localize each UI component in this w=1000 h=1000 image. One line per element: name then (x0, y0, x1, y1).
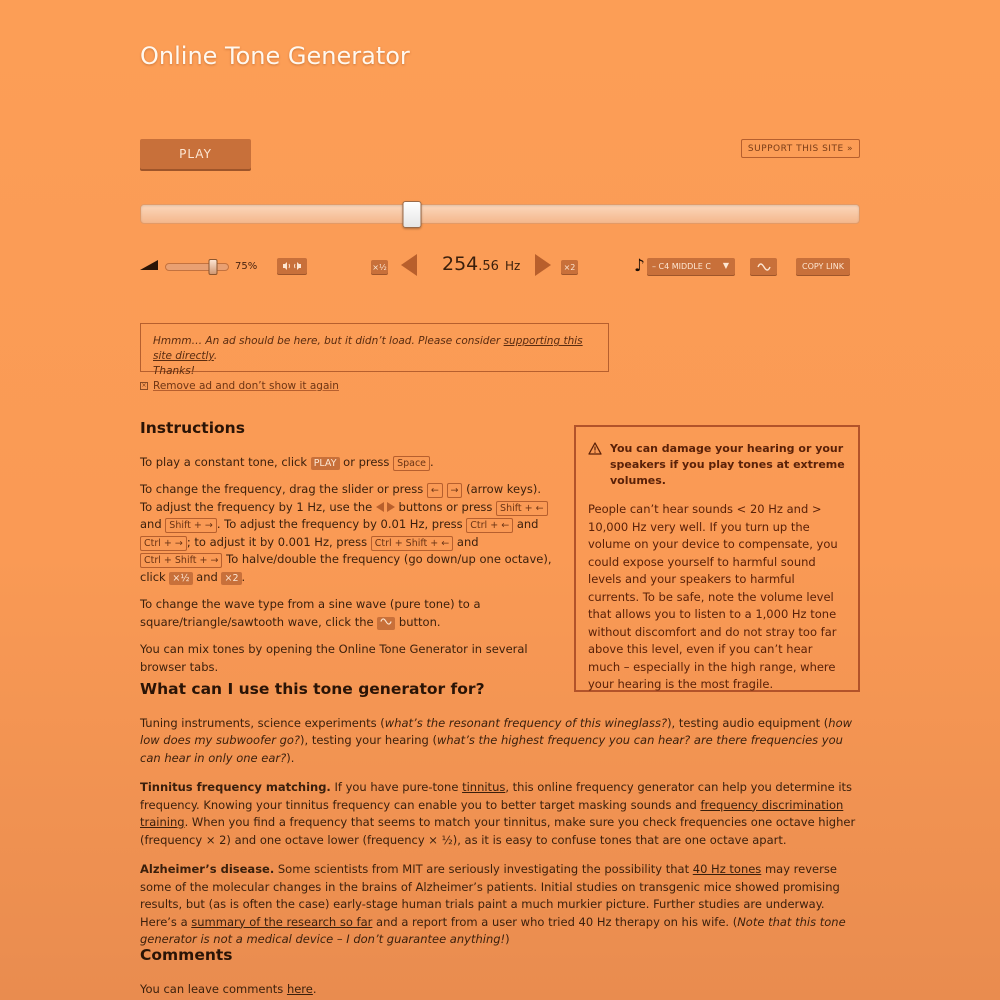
ctrl-shift-left-key: Ctrl + Shift + ← (371, 536, 453, 551)
text-italic: what’s the resonant frequency of this wineglass? (384, 715, 668, 730)
chevron-down-icon: ▼ (722, 261, 729, 270)
text: buttons or press (394, 499, 497, 514)
ctrl-shift-right-key: Ctrl + Shift + → (140, 553, 222, 568)
text-bold: Alzheimer’s disease. (140, 862, 275, 876)
page (140, 0, 860, 1000)
volume-icon (140, 260, 158, 270)
balance-speaker-icon (281, 261, 303, 271)
halve-frequency-button[interactable]: ×½ (371, 260, 388, 274)
instructions-p4: You can mix tones by opening the Online Tone Generator in several browser tabs. (140, 642, 528, 674)
text: , this online frequency generator can help you determine its frequency. Knowing your tinnitus frequency can enable you to better target masking sounds and (140, 780, 853, 812)
text: and (140, 517, 166, 531)
text: . (430, 454, 434, 469)
text: If you have pure-tone (330, 780, 463, 794)
text: button. (395, 614, 441, 629)
music-note-icon: ♪ (634, 256, 645, 276)
text: . (312, 981, 317, 996)
support-directly-link[interactable]: supporting this site directly (153, 335, 583, 362)
ad-placeholder (140, 323, 609, 377)
instructions-heading: Instructions (140, 419, 245, 437)
text: . To adjust the frequency by 0.01 Hz, press (216, 517, 467, 531)
text-italic: how low does my subwoofer go? (140, 715, 853, 747)
volume-slider[interactable] (165, 263, 229, 271)
40hz-tones-link[interactable]: 40 Hz tones (692, 862, 762, 876)
text: ). (286, 750, 295, 765)
text: . (241, 569, 246, 584)
hearing-warning-box (574, 425, 860, 692)
right-triangle-icon (387, 502, 395, 512)
text-italic: what’s the highest frequency you can hear? are there frequencies you can hear in only one ear? (140, 733, 843, 765)
play-key-badge: PLAY (311, 457, 340, 470)
uses-p1 (140, 715, 860, 768)
support-site-button[interactable]: SUPPORT THIS SITE » (741, 139, 860, 158)
instructions-section (140, 420, 555, 676)
frequency-discrimination-link[interactable]: frequency discrimination training (140, 797, 844, 829)
text-bold: Tinnitus frequency matching. (140, 780, 331, 794)
text: . When you find a frequency that seems to match your tinnitus, make sure you check frequencies one octave higher (frequency × 2) and one octave lower (frequency × ½), as it is easy to confuse tones that are one octave apart. (140, 815, 856, 847)
shift-left-key: Shift + ← (496, 501, 548, 516)
uses-section (140, 681, 860, 949)
text: To play a constant tone, click (140, 454, 311, 469)
shift-right-key: Shift + → (165, 518, 217, 533)
text: and (192, 569, 222, 584)
frequency-unit: Hz (505, 259, 521, 273)
text: and (453, 534, 479, 549)
double-badge: ×2 (221, 572, 241, 585)
left-arrow-key: ← (427, 483, 443, 498)
ad-text-end: . (213, 350, 218, 362)
frequency-display[interactable] (442, 253, 520, 275)
warning-icon (588, 442, 602, 455)
text: may reverse some of the molecular changes in the brains of Alzheimer’s patients. Initial studies on transgenic mice showed promising results, but (as is often the case) early-stage human trials paint a much murkier picture. Further studies are underway. Here’s a (140, 862, 840, 929)
research-summary-link[interactable]: summary of the research so far (191, 914, 373, 929)
half-badge: ×½ (169, 572, 192, 585)
balance-button[interactable] (277, 258, 307, 274)
text: To change the frequency, drag the slider or press (140, 482, 427, 496)
text: To change the wave type from a sine wave (pure tone) to a square/triangle/sawtooth wave, click the (140, 597, 481, 629)
frequency-decimal: .56 (478, 259, 499, 274)
uses-p2 (140, 779, 860, 849)
text: or press (339, 454, 394, 469)
text: Some scientists from MIT are seriously investigating the possibility that (274, 862, 693, 876)
volume-percent: 75% (235, 261, 258, 272)
comments-text (140, 981, 860, 999)
ad-thanks: Thanks! (153, 365, 195, 377)
warning-heading (588, 441, 846, 489)
page-title: Online Tone Generator (140, 42, 410, 70)
frequency-integer: 254 (442, 253, 479, 275)
text: and (513, 517, 539, 531)
tinnitus-link[interactable]: tinnitus (462, 780, 506, 794)
copy-link-button[interactable]: COPY LINK (796, 258, 850, 275)
ad-text: Hmmm… An ad should be here, but it didn’t load. Please consider (153, 335, 504, 347)
ctrl-right-key: Ctrl + → (140, 536, 187, 551)
instructions-p1 (140, 454, 555, 472)
frequency-slider[interactable] (140, 204, 860, 224)
text-italic: Note that this tone generator is not a medical device – I don’t guarantee anything! (140, 914, 846, 946)
text: You can leave comments (140, 981, 287, 996)
note-select-value: – C4 MIDDLE C (652, 262, 711, 271)
close-box-icon: × (141, 382, 147, 389)
text: ), testing audio equipment ( (667, 715, 829, 730)
volume-slider-thumb[interactable] (208, 259, 217, 275)
warning-heading-text: You can damage your hearing or your speakers if you play tones at extreme volumes. (610, 442, 845, 487)
instructions-p3 (140, 596, 555, 631)
wave-type-button[interactable] (750, 258, 777, 275)
text: ; to adjust it by 0.001 Hz, press (186, 534, 371, 549)
increase-frequency-button[interactable] (535, 254, 551, 276)
text: (arrow keys). To adjust the frequency by 1 Hz, use the (140, 482, 542, 514)
sine-wave-icon (757, 262, 771, 272)
remove-ad-label: Remove ad and don’t show it again (153, 380, 339, 392)
frequency-slider-thumb[interactable] (403, 201, 422, 228)
right-arrow-key: → (447, 483, 463, 498)
text: Tuning instruments, science experiments ( (140, 715, 385, 730)
uses-p3 (140, 861, 860, 949)
text: ) (505, 932, 510, 946)
left-triangle-icon (376, 502, 384, 512)
text: and a report from a user who tried 40 Hz therapy on his wife. ( (372, 914, 738, 929)
remove-ad-link[interactable] (140, 380, 339, 392)
space-key: Space (393, 456, 430, 471)
warning-body: People can’t hear sounds < 20 Hz and > 10,000 Hz very well. If you turn up the volume on your device to compensate, you could expose yourself to harmful sound levels and your speakers to harmful currents. To be safe, note the volume level that allows you to listen to a 1,000 Hz tone without discomfort and do not stray too far above this level, even if you can’t hear much – especially in the high range, where your hearing is the most fragile. (588, 502, 838, 691)
text: ), testing your hearing ( (300, 733, 437, 747)
wave-badge (377, 617, 395, 630)
ctrl-left-key: Ctrl + ← (466, 518, 513, 533)
sine-wave-icon (380, 617, 392, 626)
note-select[interactable] (647, 258, 735, 275)
comments-heading: Comments (140, 946, 233, 964)
uses-heading: What can I use this tone generator for? (140, 680, 485, 698)
controls-bar (140, 252, 860, 282)
comments-link[interactable]: here (286, 981, 313, 996)
comments-section (140, 947, 860, 998)
decrease-frequency-button[interactable] (401, 254, 417, 276)
instructions-p2 (140, 481, 555, 586)
play-button[interactable]: PLAY (140, 139, 251, 169)
text: To halve/double the frequency (go down/up one octave), click (140, 552, 552, 584)
double-frequency-button[interactable]: ×2 (561, 260, 578, 274)
